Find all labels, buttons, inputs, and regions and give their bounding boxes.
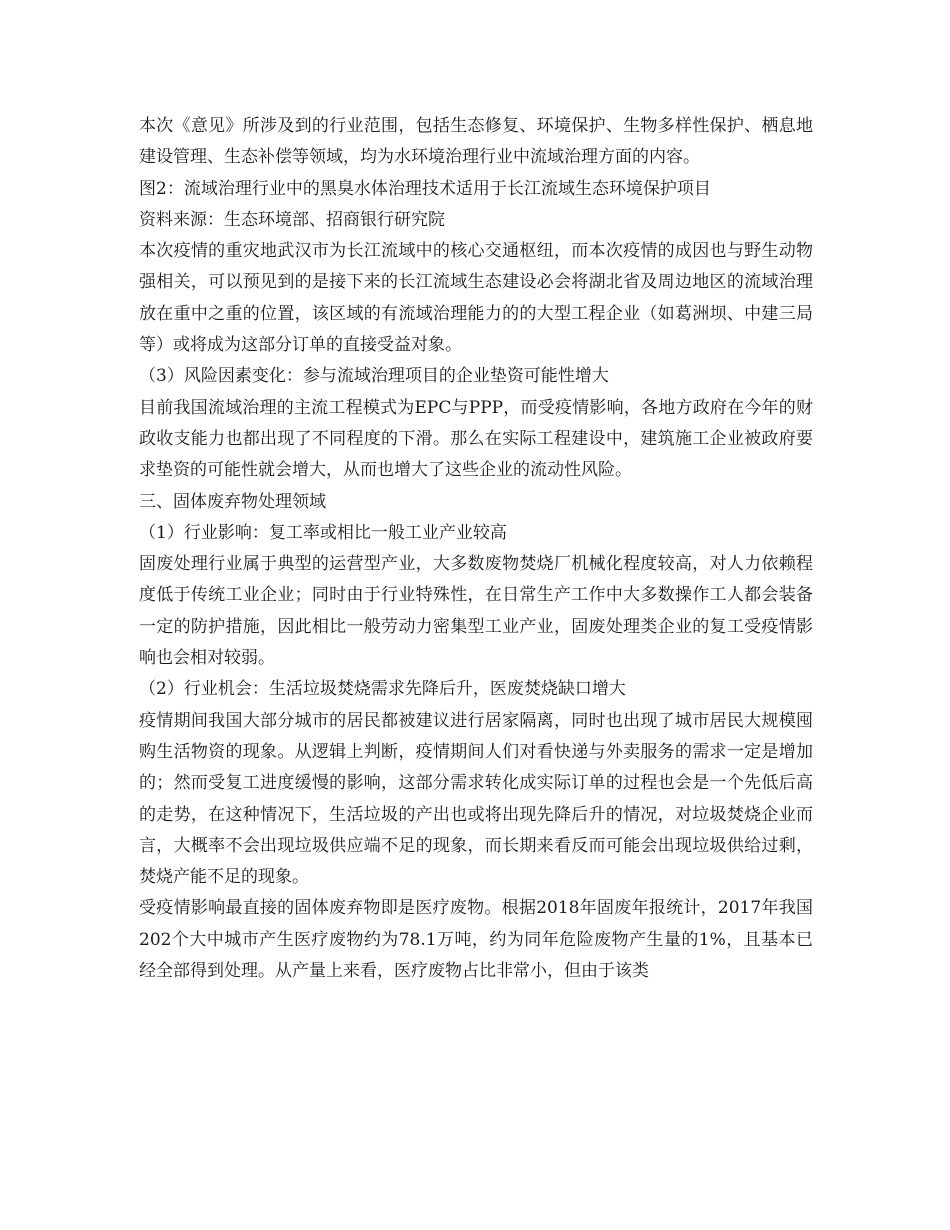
subheading-industry-impact: （1）行业影响：复工率或相比一般工业产业较高	[139, 522, 507, 543]
paragraph-solid-waste-operations: 固废处理行业属于典型的运营型产业，大多数废物焚烧厂机械化程度较高，对人力依赖程度低于传统工业企业；同时由于行业特殊性，在日常生产工作中大多数操作工人都会装备一定的防护措施，因此相比一般劳动力密集型工业产业，固废处理类企业的复工受疫情影响也会相对较弱。	[139, 554, 813, 669]
paragraph-wuhan: 本次疫情的重灾地武汉市为长江流域中的核心交通枢纽，而本次疫情的成因也与野生动物强相关，可以预见到的是接下来的长江流域生态建设必会将湖北省及周边地区的流域治理放在重中之重的位置，该区域的有流域治理能力的的大型工程企业（如葛洲坝、中建三局等）或将成为这部分订单的直接受益对象。	[139, 241, 813, 356]
section-heading-solid-waste: 三、固体废弃物处理领域	[139, 491, 326, 512]
paragraph-epc-ppp: 目前我国流域治理的主流工程模式为EPC与PPP，而受疫情影响，各地方政府在今年的财政收支能力也都出现了不同程度的下滑。那么在实际工程建设中，建筑施工企业被政府要求垫资的可能性就会增大，从而也增大了这些企业的流动性风险。	[139, 397, 813, 481]
paragraph-scope: 本次《意见》所涉及到的行业范围，包括生态修复、环境保护、生物多样性保护、栖息地建设管理、生态补偿等领域，均为水环境治理行业中流域治理方面的内容。	[139, 116, 813, 168]
subheading-industry-opportunity: （2）行业机会：生活垃圾焚烧需求先降后升，医废焚烧缺口增大	[139, 679, 626, 700]
paragraph-medical-waste: 受疫情影响最直接的固体废弃物即是医疗废物。根据2018年固废年报统计，2017年我国202个大中城市产生医疗废物约为78.1万吨，约为同年危险废物产生量的1%，且基本已经全部得到处理。从产量上来看，医疗废物占比非常小，但由于该类	[139, 898, 813, 982]
paragraph-household-garbage: 疫情期间我国大部分城市的居民都被建议进行居家隔离，同时也出现了城市居民大规模囤购生活物资的现象。从逻辑上判断，疫情期间人们对看快递与外卖服务的需求一定是增加的；然而受复工进度缓慢的影响，这部分需求转化成实际订单的过程也会是一个先低后高的走势，在这种情况下，生活垃圾的产出也或将出现先降后升的情况，对垃圾焚烧企业而言，大概率不会出现垃圾供应端不足的现象，而长期来看反而可能会出现垃圾供给过剩，焚烧产能不足的现象。	[139, 710, 813, 888]
figure-source: 资料来源：生态环境部、招商银行研究院	[139, 209, 445, 230]
figure-caption: 图2：流域治理行业中的黑臭水体治理技术适用于长江流域生态环境保护项目	[139, 178, 711, 199]
subheading-risk-factors: （3）风险因素变化：参与流域治理项目的企业垫资可能性增大	[139, 366, 609, 387]
document-body	[139, 111, 813, 987]
